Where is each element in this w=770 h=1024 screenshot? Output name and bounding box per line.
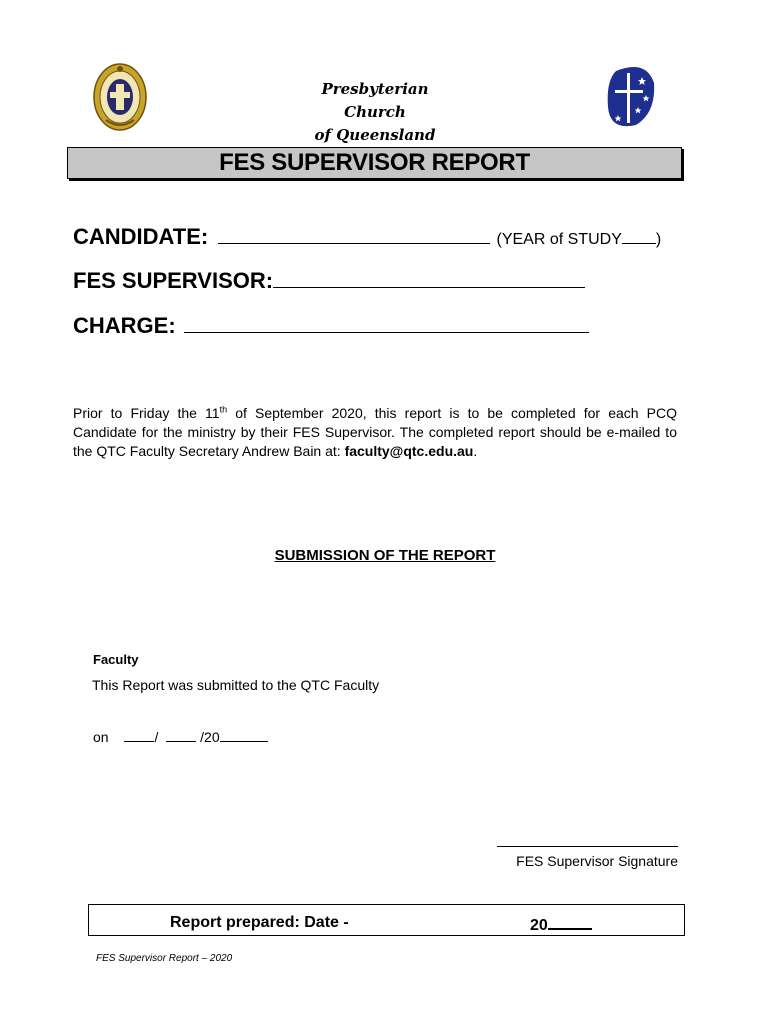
signature-line[interactable] [497, 846, 678, 847]
report-title: FES SUPERVISOR REPORT [219, 149, 530, 176]
church-seal-icon [92, 62, 148, 132]
faculty-email: faculty@qtc.edu.au [344, 443, 474, 459]
report-date-year-blank[interactable] [548, 914, 592, 930]
charge-blank[interactable] [184, 314, 589, 333]
intro-superscript: th [219, 404, 228, 415]
date-separator-1: / [154, 729, 159, 745]
cross-stars-logo-icon [606, 63, 656, 129]
intro-end: . [473, 443, 478, 459]
charge-field [73, 313, 589, 339]
report-date-label: Report prepared: Date - [170, 914, 349, 931]
year-blank[interactable] [220, 728, 268, 742]
signature-label: FES Supervisor Signature [516, 853, 678, 869]
submitted-statement: This Report was submitted to the QTC Faculty [92, 677, 380, 693]
intro-text-1: Prior to Friday the 11 [73, 405, 220, 421]
submission-date-row [93, 728, 268, 745]
church-name [290, 78, 460, 147]
report-date-year-prefix: 20 [530, 917, 548, 934]
day-blank[interactable] [124, 728, 154, 742]
candidate-field [73, 224, 661, 250]
intro-paragraph [73, 404, 677, 461]
intro-text-2: of September 2020, this report is to be completed for each PCQ Candidate for the ministry by their FES Supervisor. The completed report should be e-mailed to the QTC Faculty Secretary Andrew Bain at: [73, 405, 678, 459]
year-of-study-label: (YEAR of STUDY [496, 231, 622, 248]
year-of-study-blank[interactable] [622, 229, 656, 244]
page-footer: FES Supervisor Report – 2020 [96, 953, 233, 964]
report-title-box [67, 147, 682, 179]
date-separator-2: /20 [200, 729, 220, 745]
on-label: on [93, 729, 109, 745]
fes-supervisor-field [73, 268, 585, 294]
month-blank[interactable] [166, 728, 196, 742]
report-date-year [530, 914, 592, 935]
candidate-blank[interactable] [218, 225, 490, 244]
fes-supervisor-label: FES SUPERVISOR: [73, 268, 274, 293]
faculty-label: Faculty [93, 652, 139, 667]
year-of-study-close: ) [655, 231, 662, 248]
candidate-label: CANDIDATE: [73, 224, 209, 249]
charge-label: CHARGE: [73, 313, 176, 338]
church-name-line1: Presbyterian Church [321, 80, 429, 121]
submission-heading: SUBMISSION OF THE REPORT [274, 547, 496, 564]
church-name-line2: of Queensland [314, 126, 436, 144]
fes-supervisor-blank[interactable] [273, 269, 585, 288]
